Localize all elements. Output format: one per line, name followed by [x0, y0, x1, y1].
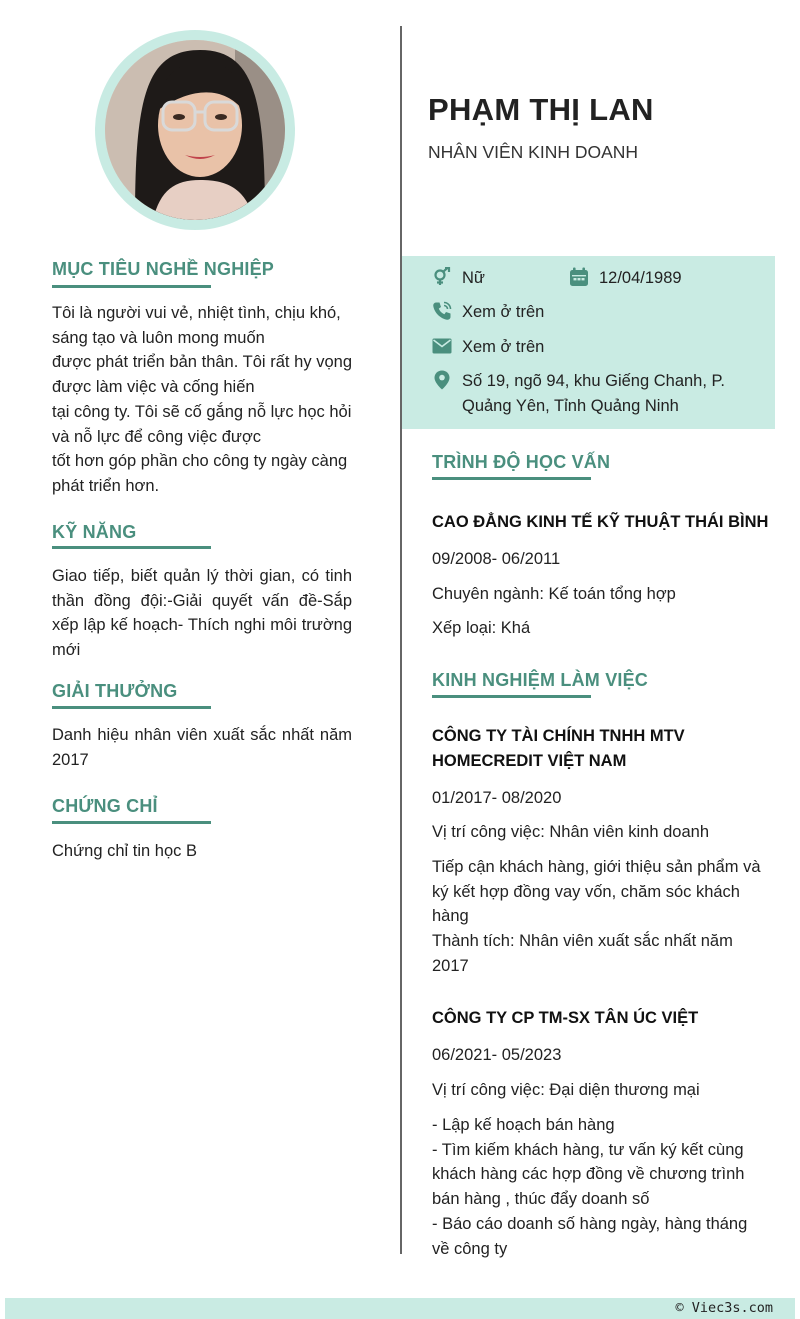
phone-value: Xem ở trên [462, 303, 545, 321]
job-period: 01/2017- 08/2020 [432, 789, 562, 807]
objective-line: Tôi là người vui vẻ, nhiệt tình, chịu khó, sáng tạo và luôn mong muốn [52, 304, 341, 347]
education-underline [432, 477, 591, 480]
objective-line: tốt hơn góp phần cho công ty ngày càng phát triển hơn. [52, 452, 348, 495]
gender-value: Nữ [462, 269, 485, 287]
avatar-ring [95, 30, 295, 230]
education-grade: Xếp loại: Khá [432, 619, 531, 637]
job-description: Tiếp cận khách hàng, giới thiệu sản phẩm và ký kết hợp đồng vay vốn, chăm sóc khách hàng Thành tích: Nhân viên xuất sắc nhất năm 2017 [432, 858, 761, 975]
skills-heading: KỸ NĂNG [52, 522, 137, 542]
objective-line: được phát triển bản thân. Tôi rất hy vọng được làm việc và cống hiến [52, 353, 352, 397]
calendar-icon [569, 267, 589, 287]
gender-icon [432, 267, 452, 287]
education-heading: TRÌNH ĐỘ HỌC VẤN [432, 452, 611, 472]
portrait-photo [105, 40, 285, 220]
awards-heading: GIẢI THƯỞNG [52, 681, 178, 701]
address-value: Số 19, ngõ 94, khu Giếng Chanh, P. Quảng Yên, Tỉnh Quảng Ninh [462, 372, 725, 415]
experience-heading: KINH NGHIỆM LÀM VIỆC [432, 670, 649, 690]
column-divider [400, 26, 402, 1254]
certificates-underline [52, 821, 211, 824]
contact-address [432, 369, 752, 419]
footer-copyright: © Viec3s.com [675, 1300, 773, 1316]
candidate-name: PHẠM THỊ LAN [428, 92, 654, 127]
contact-email [432, 335, 544, 360]
education-school: CAO ĐẲNG KINH TẾ KỸ THUẬT THÁI BÌNH [432, 513, 769, 531]
objective-line: tại công ty. Tôi sẽ cố gắng nỗ lực học hỏi và nỗ lực để công việc được [52, 402, 352, 446]
avatar [105, 40, 285, 220]
job-description: - Lập kế hoạch bán hàng - Tìm kiếm khách hàng, tư vấn ký kết cùng khách hàng các hợp đồng về chương trình bán hàng , thúc đẩy doanh số - Báo cáo doanh số hàng ngày, hàng tháng về công ty [432, 1116, 748, 1258]
candidate-title: NHÂN VIÊN KINH DOANH [428, 142, 639, 162]
contact-birthday [569, 266, 682, 291]
job-company: CÔNG TY TÀI CHÍNH TNHH MTV HOMECREDIT VIỆT NAM [432, 727, 685, 770]
awards-text: Danh hiệu nhân viên xuất sắc nhất năm 2017 [52, 726, 352, 769]
objective-underline [52, 285, 211, 288]
location-icon [432, 370, 452, 390]
job-position: Vị trí công việc: Đại diện thương mại [432, 1081, 700, 1099]
objective-text [52, 301, 352, 499]
contact-gender [432, 266, 485, 291]
objective-heading: MỤC TIÊU NGHỀ NGHIỆP [52, 259, 275, 279]
experience-underline [432, 695, 591, 698]
skills-underline [52, 546, 211, 549]
job-company: CÔNG TY CP TM-SX TÂN ÚC VIỆT [432, 1009, 699, 1027]
email-value: Xem ở trên [462, 338, 545, 356]
phone-icon [432, 301, 452, 321]
job-period: 06/2021- 05/2023 [432, 1046, 562, 1064]
job-position: Vị trí công việc: Nhân viên kinh doanh [432, 823, 709, 841]
footer-bar [5, 1298, 795, 1319]
certificates-heading: CHỨNG CHỈ [52, 796, 158, 816]
skills-text: Giao tiếp, biết quản lý thời gian, có tinh thần đồng đội:-Giải quyết vấn đề-Sắp xếp lập kế hoạch- Thích nghi môi trường mới [52, 567, 352, 660]
email-icon [432, 336, 452, 356]
education-period: 09/2008- 06/2011 [432, 550, 561, 568]
birthday-value: 12/04/1989 [599, 269, 682, 287]
awards-underline [52, 706, 211, 709]
contact-phone [432, 300, 544, 325]
education-major: Chuyên ngành: Kế toán tổng hợp [432, 585, 676, 603]
certificates-text: Chứng chỉ tin học B [52, 842, 197, 860]
